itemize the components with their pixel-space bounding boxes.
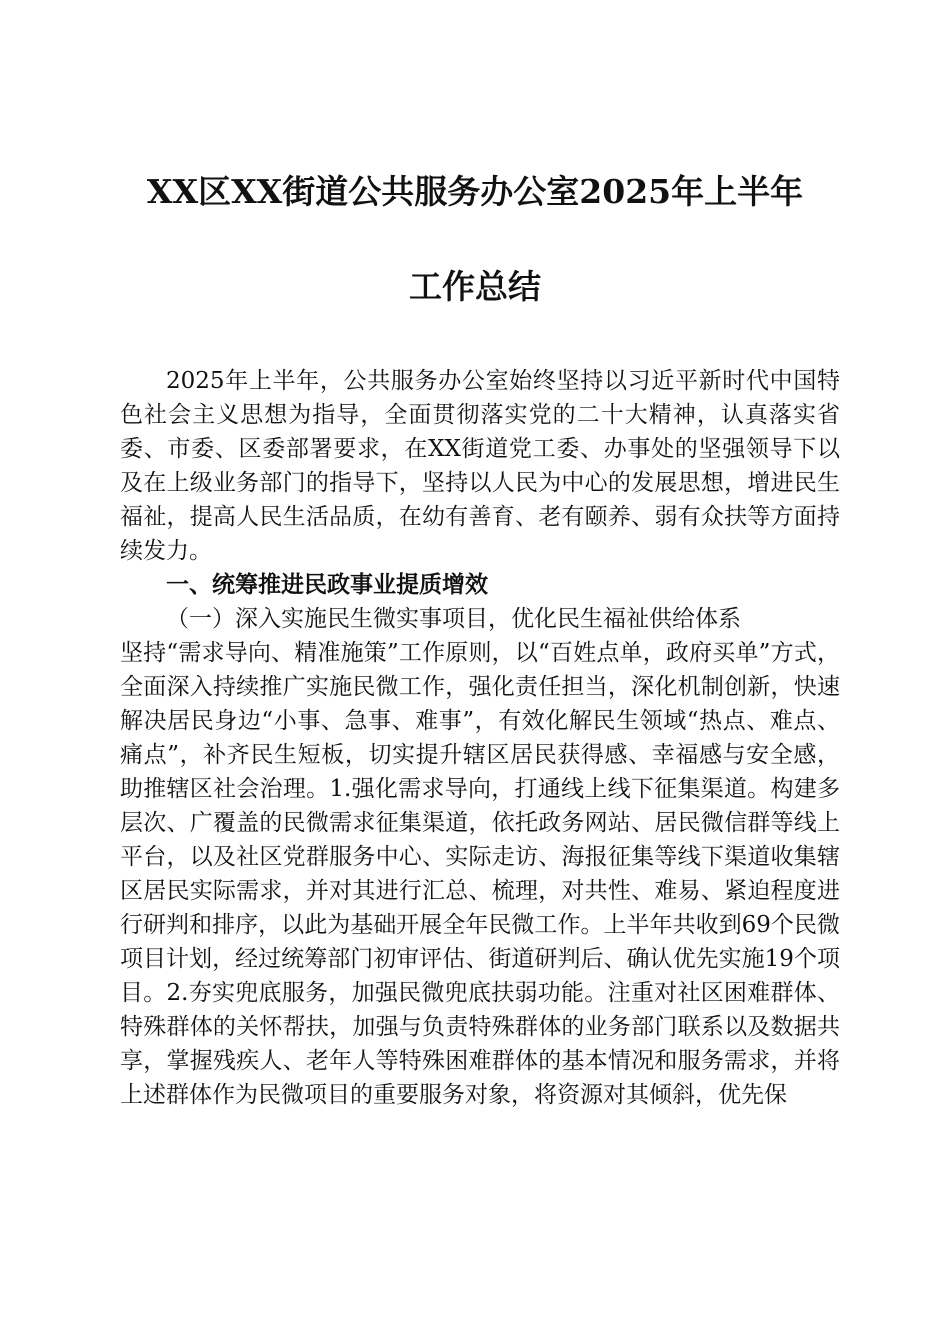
document-title	[100, 162, 850, 317]
subsection-heading-1: （一）深入实施民生微实事项目，优化民生福祉供给体系	[166, 606, 741, 632]
document-body	[120, 364, 840, 1112]
title-line-1: XX区XX街道公共服务办公室2025年上半年	[146, 172, 804, 211]
title-line-2: 工作总结	[409, 267, 541, 306]
section-heading-1: 一、统筹推进民政事业提质增效	[166, 571, 488, 598]
subsection-body-1: 坚持“需求导向、精准施策”工作原则，以“百姓点单，政府买单”方式，全面深入持续推广实施民微工作，强化责任担当，深化机制创新，快速解决居民身边“小事、急事、难事”，有效化解民生领域“热点、难点、痛点”，补齐民生短板，切实提升辖区居民获得感、幸福感与安全感，助推辖区社会治理。1.强化需求导向，打通线上线下征集渠道。构建多层次、广覆盖的民微需求征集渠道，依托政务网站、居民微信群等线上平台，以及社区党群服务中心、实际走访、海报征集等线下渠道收集辖区居民实际需求，并对其进行汇总、梳理，对共性、难易、紧迫程度进行研判和排序，以此为基础开展全年民微工作。上半年共收到69个民微项目计划，经过统筹部门初审评估、街道研判后、确认优先实施19个项目。2.夯实兜底服务，加强民微兜底扶弱功能。注重对社区困难群体、特殊群体的关怀帮扶，加强与负责特殊群体的业务部门联系以及数据共享，掌握残疾人、老年人等特殊困难群体的基本情况和服务需求，并将上述群体作为民微项目的重要服务对象，将资源对其倾斜，优先保	[120, 640, 840, 1108]
intro-paragraph: 2025年上半年，公共服务办公室始终坚持以习近平新时代中国特色社会主义思想为指导，全面贯彻落实党的二十大精神，认真落实省委、市委、区委部署要求，在XX街道党工委、办事处的坚强领导下以及在上级业务部门的指导下，坚持以人民为中心的发展思想，增进民生福祉，提高人民生活品质，在幼有善育、老有颐养、弱有众扶等方面持续发力。	[120, 368, 840, 564]
